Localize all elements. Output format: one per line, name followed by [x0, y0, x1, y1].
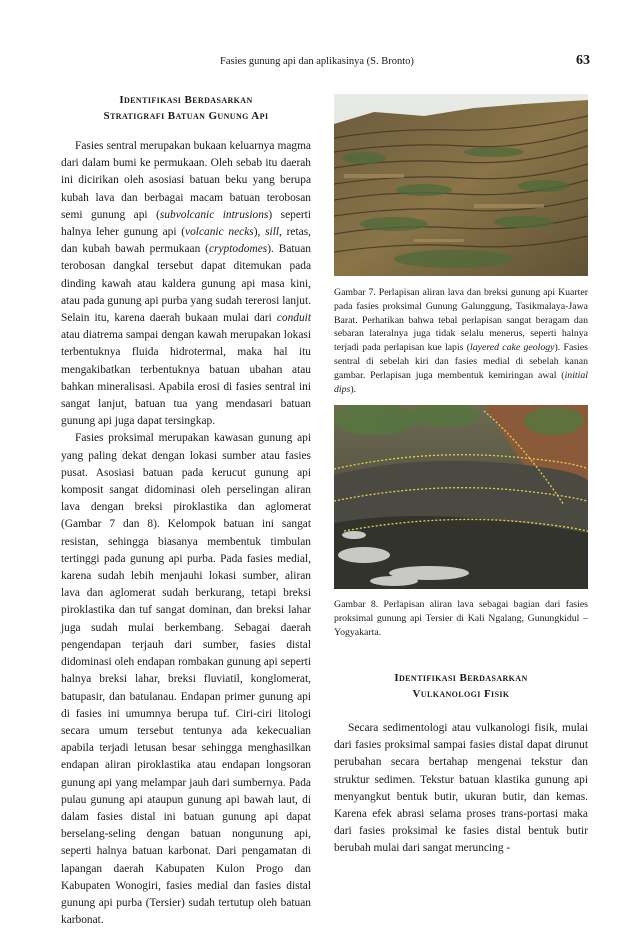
running-title: Fasies gunung api dan aplikasinya (S. Bronto) [220, 56, 414, 67]
section-body-vulkanologi [334, 720, 588, 858]
river-lava-image [334, 405, 588, 589]
figure-8-photo [334, 405, 588, 589]
figure-7-caption: Gambar 7. Perlapisan aliran lava dan breksi gunung api Kuarter pada fasies proksimal Gunung Galunggung, Tasikmalaya-Jawa Barat. Perhatikan bahwa tebal perlapisan sangat beragam dan sebaran lateralnya juga tidak selalu menerus, seperti halnya terjadi pada perlapisan kue lapis (layered cake geology). Fasies sentral di sebelah kiri dan fasies medial di sebelah kanan gambar. Perlapisan juga membentuk kemiringan awal (initial dips). [334, 287, 588, 395]
page-number: 63 [576, 53, 590, 68]
paragraph-fasies-sentral: Fasies sentral merupakan bukaan keluarnya magma dari dalam bumi ke permukaan. Oleh sebab itu daerah ini dicirikan oleh asosiasi batuan beku yang berupa kubah lava dan berbagai macam batuan terobosan semi gunung api (subvolcanic intrusions) seperti halnya leher gunung api (volcanic necks), sill, retas, dan kubah bawah permukaan (cryptodomes). Batuan terobosan dangkal tersebut dapat ditemukan pada dinding kawah atau kaldera gunung api masa kini, atau pada gunung api purba yang sudah tererosi lanjut. Selain itu, karena daerah bukaan mulai dari conduit atau diatrema sampai dengan kawah merupakan lokasi terbentuknya fluida hidrotermal, maka hal itu mengakibatkan terbentuknya batuan ubahan atau bahkan mineralisasi. Apabila erosi di fasies sentral ini sangat lanjut, batuan tua yang mendasari batuan gunung api juga dapat tersingkap. [61, 140, 312, 428]
figure-7-photo [334, 94, 588, 276]
page-header [0, 52, 638, 74]
section-body-stratigrafi [61, 138, 311, 929]
heading-line-1: Identifikasi Berdasarkan [394, 672, 528, 684]
heading-line-1: Identifikasi Berdasarkan [119, 94, 253, 106]
paragraph-vulkanologi-fisik: Secara sedimentologi atau vulkanologi fisik, mulai dari fasies proksimal sampai fasies distal dapat dirunut perubahan secara bertahap mengenai tekstur dan struktur sedimen. Tekstur batuan klastika gunung api menyangkut bentuk butir, ukuran butir, dan kemas. Karena efek abrasi selama proses trans-portasi maka dari fasies proksimal ke fasies distal bentuk butir berubah mulai dari sangat meruncing - [334, 722, 588, 855]
section-heading-stratigrafi [61, 92, 311, 124]
heading-line-2: Vulkanologi Fisik [412, 688, 510, 700]
heading-line-2: Stratigrafi Batuan Gunung Api [103, 110, 269, 122]
right-column-section [334, 670, 588, 858]
figure-8-caption: Gambar 8. Perlapisan aliran lava sebagai bagian dari fasies proksimal gunung api Tersier di Kali Ngalang, Gunungkidul – Yogyakarta. [334, 599, 588, 638]
left-column [61, 92, 311, 929]
layered-cliff-image [334, 94, 588, 276]
paragraph-fasies-proksimal: Fasies proksimal merupakan kawasan gunung api yang paling dekat dengan lokasi sumber atau fasies pusat. Asosiasi batuan pada kerucut gunung api komposit sangat didominasi oleh perselingan aliran lava dengan breksi piroklastika dan aglomerat (Gambar 7 dan 8). Kelompok batuan ini sangat resistan, sehingga biasanya membentuk timbulan tertinggi pada gunung api purba. Pada fasies medial, karena sudah lebih menjauhi lokasi sumber, aliran lava dan aglomerat sudah berkurang, tetapi breksi piroklastika dan tuf sangat dominan, dan breksi lahar juga sudah mulai berkembang. Sebagai daerah pengendapan terjauh dari sumber, fasies distal didominasi oleh endapan rombakan gunung api seperti halnya breksi lahar, breksi fluviatil, konglomerat, batupasir, dan batulanau. Endapan primer gunung api di fasies ini umumnya berupa tuf. Ciri-ciri litologi secara umum tersebut tentunya ada kekecualian apabila terjadi letusan besar sehingga menghasilkan endapan aliran piroklastika atau endapan longsoran gunung api yang melampar jauh dari sumbernya. Pada pulau gunung api ataupun gunung api bawah laut, di dalam fasies distal ini batuan gunung api dapat berselang-seling dengan batuan nongunung api, seperti halnya batuan karbonat. Dari pengamatan di lapangan daerah Kabupaten Kulon Progo dan Kabupaten Wonogiri, fasies medial dan fasies distal gunung api purba (Tersier) sudah tertutup oleh batuan karbonat. [61, 432, 311, 927]
section-heading-vulkanologi [334, 670, 588, 702]
